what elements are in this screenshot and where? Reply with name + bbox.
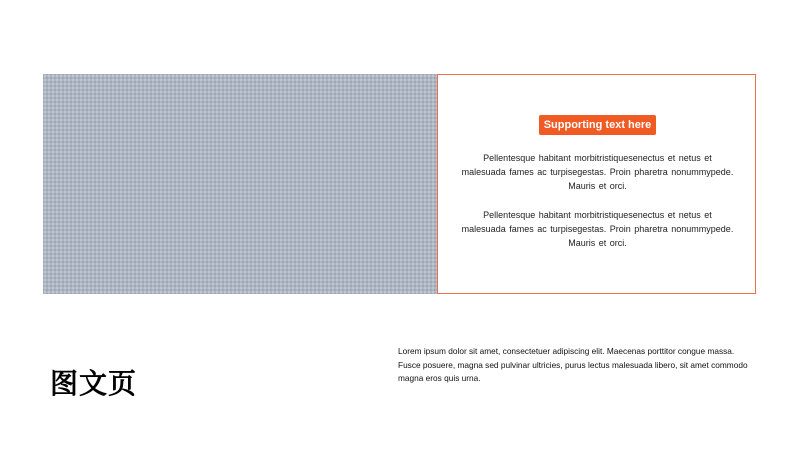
card-paragraph-1: Pellentesque habitant morbitristiquesenectus et netus et malesuada fames ac turpisegestas. Proin pharetra nonummypede. Mauris et orci. [461,153,734,191]
supporting-text-button[interactable]: Supporting text here [539,115,656,135]
body-text: Lorem ipsum dolor sit amet, consectetuer adipiscing elit. Maecenas porttitor congue massa. Fusce posuere, magna sed pulvinar ultricies, purus lectus malesuada libero, sit amet commodo magna eros quis urna. [398,346,748,383]
text-card [437,74,756,294]
page-title: 图文页 [50,367,138,400]
card-paragraph-2: Pellentesque habitant morbitristiquesenectus et netus et malesuada fames ac turpisegestas. Proin pharetra nonummypede. Mauris et orci. [461,210,734,248]
image-placeholder [43,74,437,294]
